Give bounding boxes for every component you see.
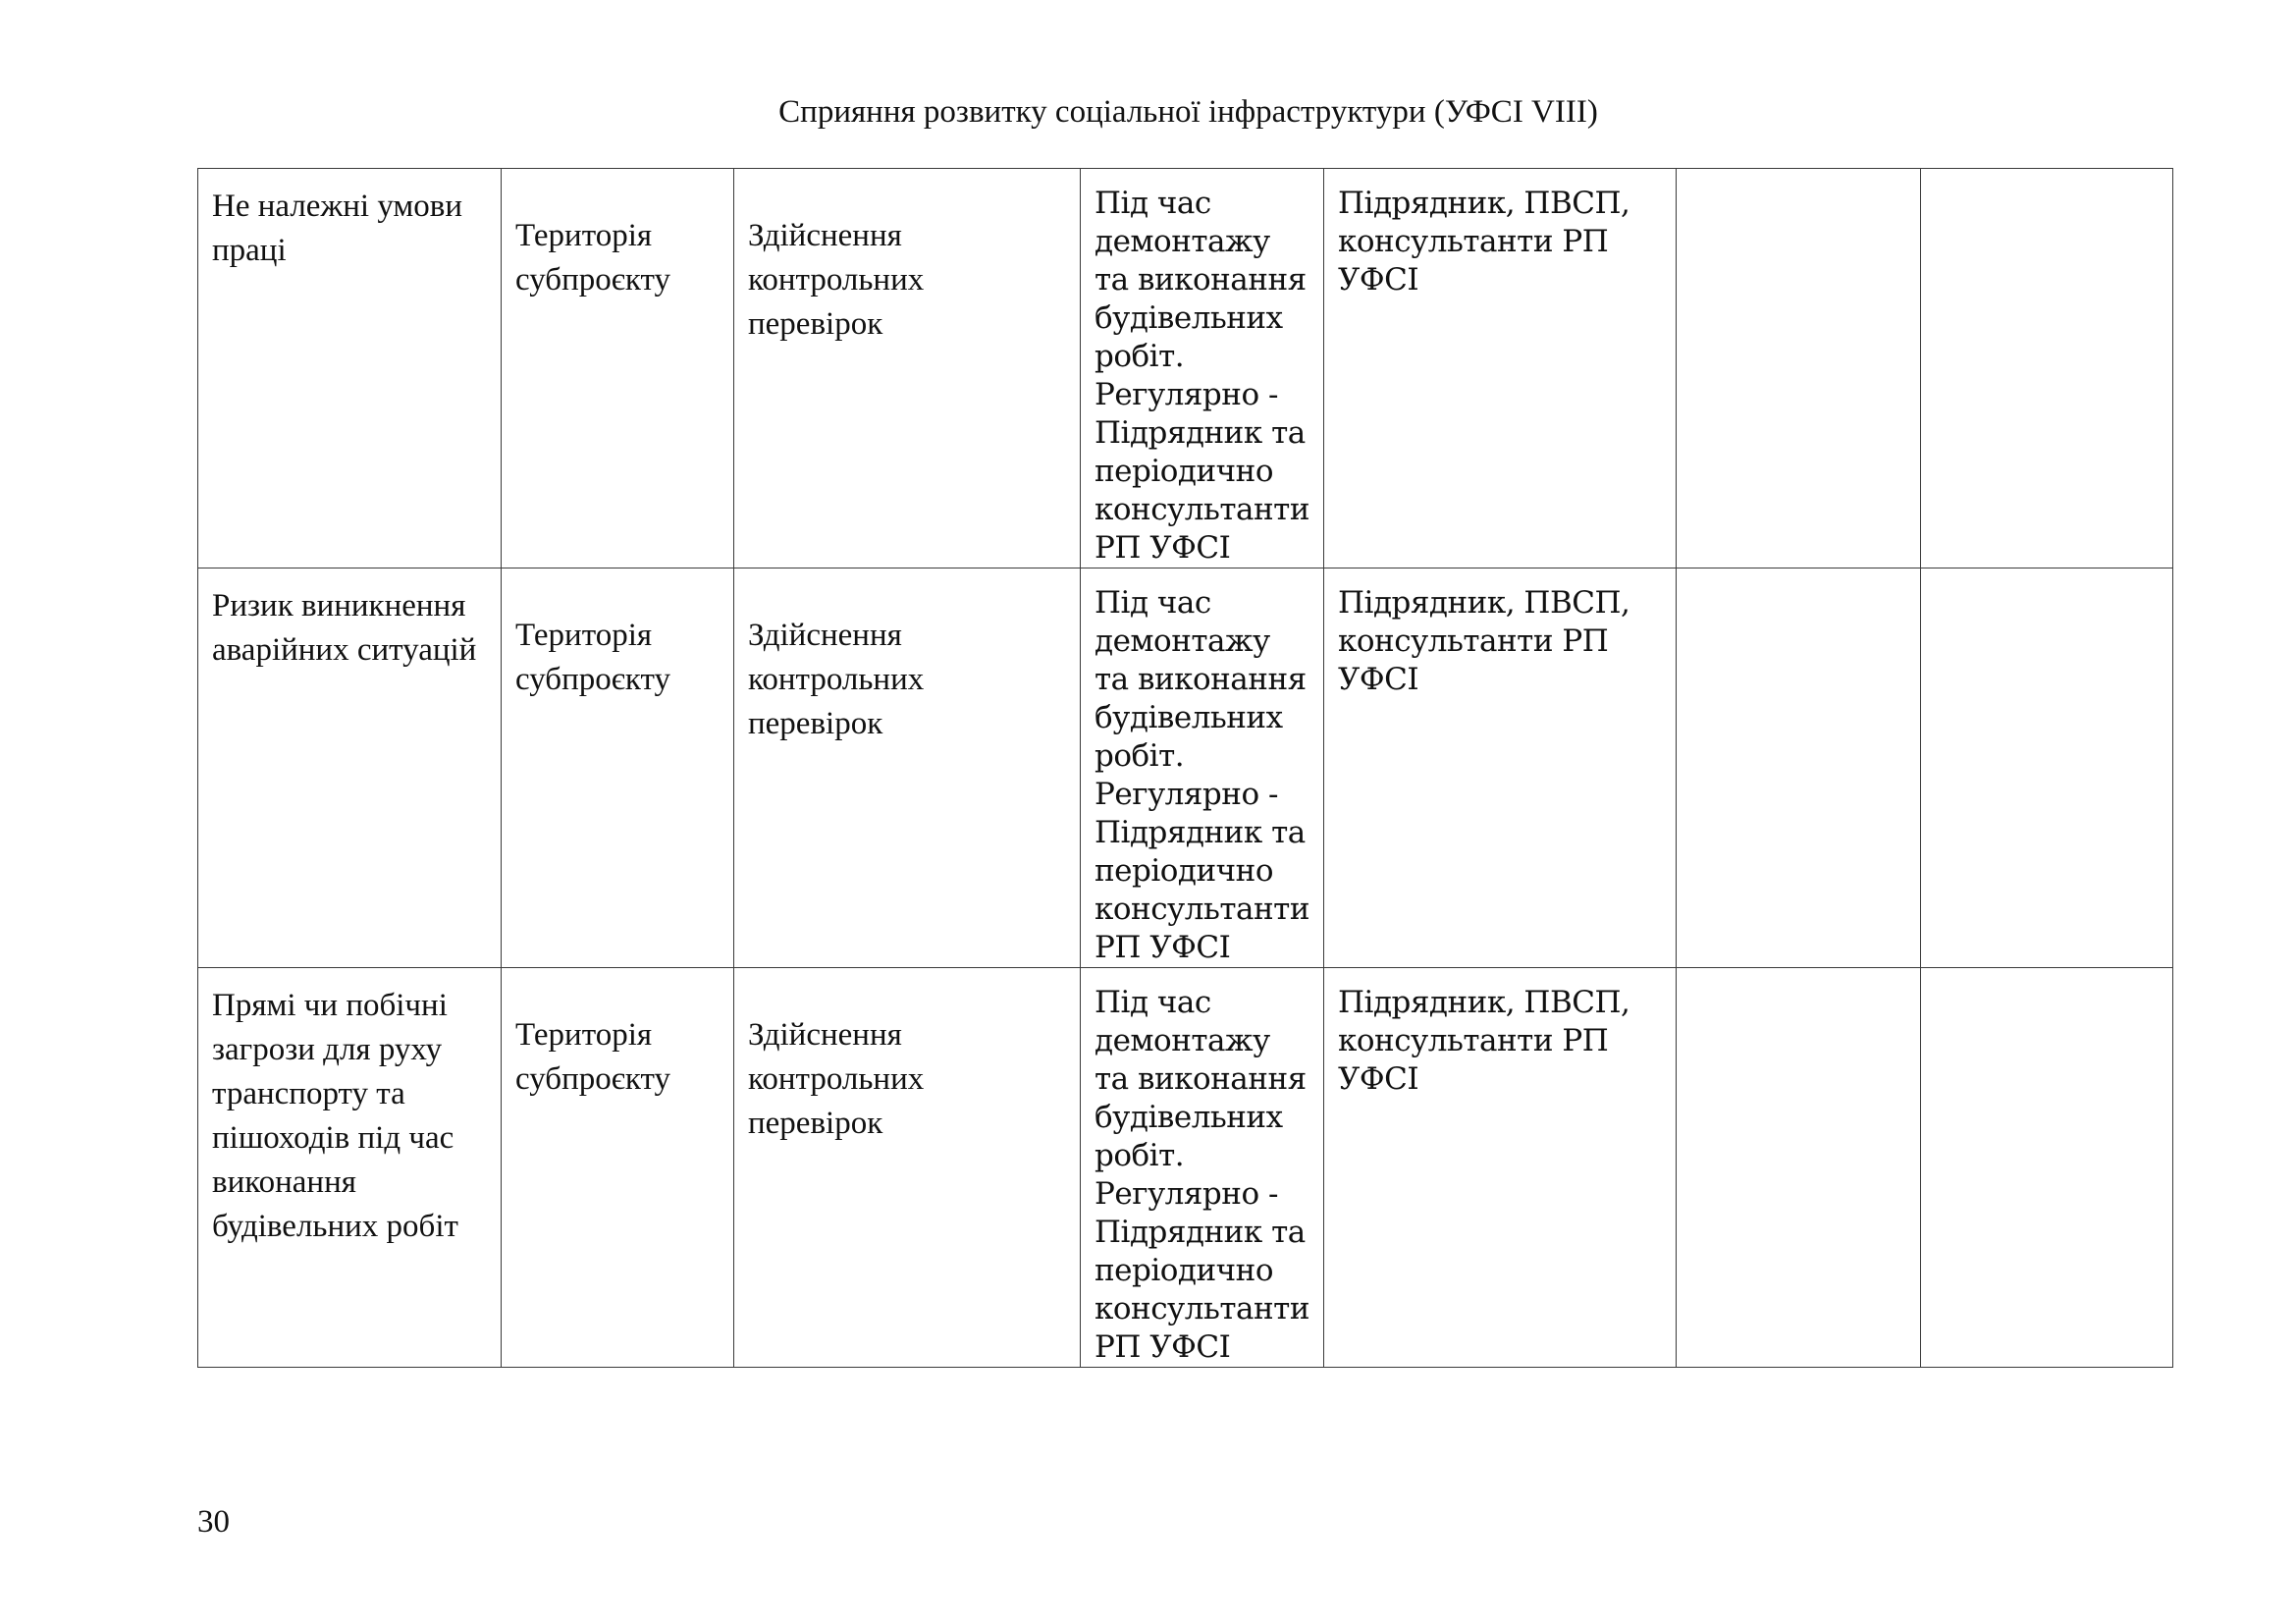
- page-number: 30: [197, 1504, 230, 1540]
- action-cell: Здійснення контрольних перевірок: [734, 968, 1081, 1368]
- empty-cell: [1921, 968, 2173, 1368]
- timing-cell: Під час демонтажу та виконання будівельних робіт. Регулярно - Підрядник та періодично консультанти РП УФСІ: [1081, 169, 1324, 568]
- responsible-cell: Підрядник, ПВСП, консультанти РП УФСІ: [1324, 169, 1677, 568]
- risk-cell: Прямі чи побічні загрози для руху транспорту та пішоходів під час виконання будівельних робіт: [198, 968, 502, 1368]
- risk-cell: Ризик виникнення аварійних ситуацій: [198, 568, 502, 968]
- timing-cell: Під час демонтажу та виконання будівельних робіт. Регулярно - Підрядник та періодично консультанти РП УФСІ: [1081, 568, 1324, 968]
- action-cell: Здійснення контрольних перевірок: [734, 568, 1081, 968]
- table-row: [198, 169, 2173, 568]
- location-cell: Територія субпроєкту: [502, 169, 734, 568]
- empty-cell: [1921, 568, 2173, 968]
- table-row: [198, 568, 2173, 968]
- measures-table: [197, 168, 2173, 1368]
- empty-cell: [1677, 568, 1921, 968]
- table-row: [198, 968, 2173, 1368]
- responsible-cell: Підрядник, ПВСП, консультанти РП УФСІ: [1324, 968, 1677, 1368]
- risk-cell: Не належні умови праці: [198, 169, 502, 568]
- timing-cell: Під час демонтажу та виконання будівельних робіт. Регулярно - Підрядник та періодично консультанти РП УФСІ: [1081, 968, 1324, 1368]
- empty-cell: [1677, 169, 1921, 568]
- location-cell: Територія субпроєкту: [502, 568, 734, 968]
- page-header-title: Сприяння розвитку соціальної інфраструктури (УФСІ VIII): [778, 94, 1598, 130]
- empty-cell: [1921, 169, 2173, 568]
- empty-cell: [1677, 968, 1921, 1368]
- location-cell: Територія субпроєкту: [502, 968, 734, 1368]
- table-container: [197, 168, 2173, 1368]
- responsible-cell: Підрядник, ПВСП, консультанти РП УФСІ: [1324, 568, 1677, 968]
- action-cell: Здійснення контрольних перевірок: [734, 169, 1081, 568]
